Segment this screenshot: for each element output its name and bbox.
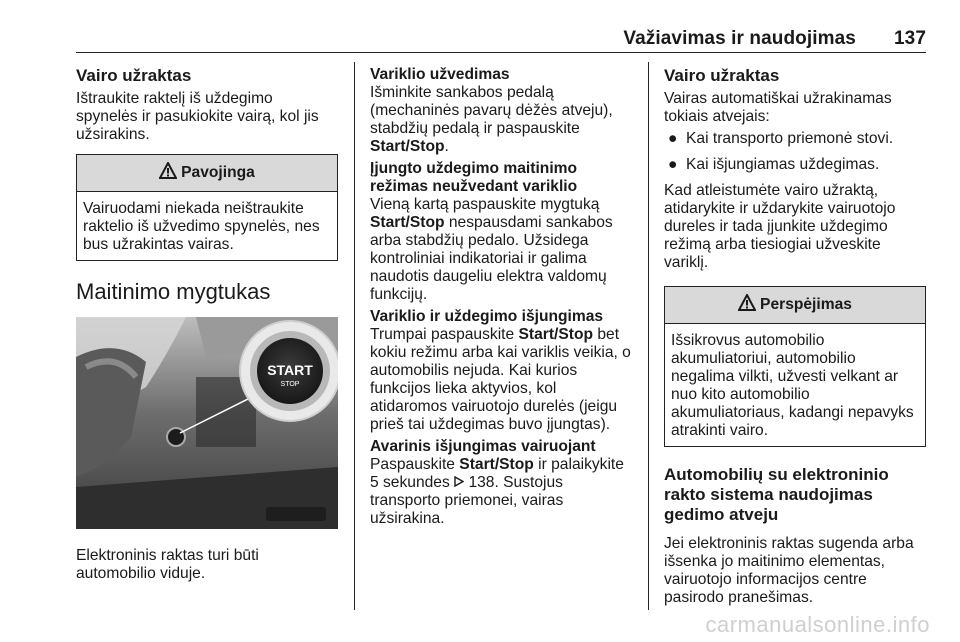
conditions-list (664, 130, 926, 174)
caution-box-title: Perspėjimas (760, 296, 852, 313)
start-stop-term: Start/Stop (370, 138, 445, 155)
accessory-mode-text-b: nespausdami sankabos arba stabdžių pedalo. Užsidega kontroliniai indikatoriai ir galima naudotis daugeliu elektra valdomų funkcijų. (370, 214, 613, 303)
engine-start-text-b: . (444, 138, 449, 155)
engine-start-text (370, 84, 636, 156)
header-title: Važiavimas ir naudojimas (623, 28, 856, 49)
section-heading-steering-lock: Vairo užraktas (76, 66, 192, 85)
bullet-icon: ● (668, 130, 678, 147)
danger-box (76, 154, 338, 261)
list-item-text: Kai transporto priemonė stovi. (686, 130, 894, 147)
dashboard-illustration (76, 317, 338, 529)
danger-box-header (77, 155, 337, 192)
danger-box-title: Pavojinga (181, 164, 255, 181)
emergency-key-paragraph: Jei elektroninis raktas sugenda arba išsenka jo maitinimo elementas, vairuotojo informacijos centre pasirodo pranešimas. (664, 535, 914, 606)
heading-engine-start: Variklio užvedimas (370, 66, 510, 83)
danger-box-text: Vairuodami niekada neištraukite raktelio iš užvedimo spynelės, nes bus užrakintas vairas. (83, 200, 320, 253)
column-2 (370, 66, 636, 532)
caution-box-header (665, 287, 925, 324)
engine-off-text-b: bet kokiu režimu arba kai variklis veikia, o automobilis nejuda. Kai kurios funkcijos lieka aktyvios, kol atidaromos vairuotojo durelės (jeigu prieš tai uždegimas buvo įjungtas). (370, 326, 631, 433)
warning-triangle-icon (738, 294, 756, 311)
engine-start-text-a: Išminkite sankabos pedalą (mechaninės pavarų dėžės atveju), stabdžių pedalą ir paspauskite (370, 84, 613, 137)
page-header (76, 28, 926, 52)
engine-off-text (370, 326, 636, 434)
page-reference-arrow-icon (454, 476, 464, 487)
unlock-paragraph: Kad atleistumėte vairo užraktą, atidarykite ir uždarykite vairuotojo dureles ir tada įjunkite uždegimo režimą arba tiesiogiai užveskite variklį. (664, 182, 896, 271)
start-stop-illustration (76, 317, 338, 529)
section-title-power-button: Maitinimo mygtukas (76, 279, 271, 304)
emergency-off-text (370, 456, 636, 528)
bullet-icon: ● (668, 156, 678, 173)
heading-emergency-off: Avarinis išjungimas vairuojant (370, 438, 596, 455)
column-divider-1 (354, 62, 355, 610)
column-divider-2 (648, 62, 649, 610)
watermark: carmanualsonline.info (705, 612, 930, 637)
start-stop-term: Start/Stop (518, 326, 594, 343)
steering-lock-intro: Vairas automatiškai užrakinamas tokiais atvejais: (664, 90, 892, 125)
start-label: START (267, 362, 313, 378)
figure-caption: Elektroninis raktas turi būti automobilio viduje. (76, 547, 259, 582)
emergency-off-text-c: . Sustojus transporto priemonei, vairas užsirakina. (370, 474, 564, 527)
caution-box-text: Išsikrovus automobilio akumuliatoriui, automobilio negalima vilkti, užvesti velkant ar nuo kito automobilio akumuliatoriaus, kadangi nepavyks atrakinti vairo. (671, 332, 914, 439)
header-rule (76, 52, 926, 53)
start-stop-term: Start/Stop (459, 456, 534, 473)
section-heading-emergency-key: Automobilių su elektroninio rakto sistema naudojimas gedimo atveju (664, 465, 889, 524)
accessory-mode-text (370, 196, 636, 304)
warning-triangle-icon (159, 162, 177, 179)
heading-engine-off: Variklio ir uždegimo išjungimas (370, 308, 604, 325)
accessory-mode-text-a: Vieną kartą paspauskite mygtuką (370, 196, 600, 213)
column-3 (664, 66, 926, 611)
emergency-off-text-a: Paspauskite (370, 456, 460, 473)
caution-box (664, 286, 926, 447)
steering-lock-paragraph: Ištraukite raktelį iš uždegimo spynelės ir pasukiokite vairą, kol jis užsirakins. (76, 90, 319, 143)
heading-accessory-mode: Įjungto uždegimo maitinimo režimas neužvedant variklio (370, 160, 578, 195)
list-item (664, 156, 926, 174)
page-number: 137 (893, 28, 926, 49)
emergency-off-text-b: ir palaikykite 5 sekundes (370, 456, 624, 491)
section-heading-steering-lock-2: Vairo užraktas (664, 66, 780, 85)
start-stop-term: Start/Stop (370, 214, 445, 231)
engine-off-text-a: Trumpai paspauskite (370, 326, 519, 343)
stop-label: STOP (280, 381, 300, 388)
page-reference-link[interactable]: 138 (468, 474, 495, 491)
column-1 (76, 66, 338, 587)
list-item-text: Kai išjungiamas uždegimas. (686, 156, 880, 173)
list-item (664, 130, 926, 148)
